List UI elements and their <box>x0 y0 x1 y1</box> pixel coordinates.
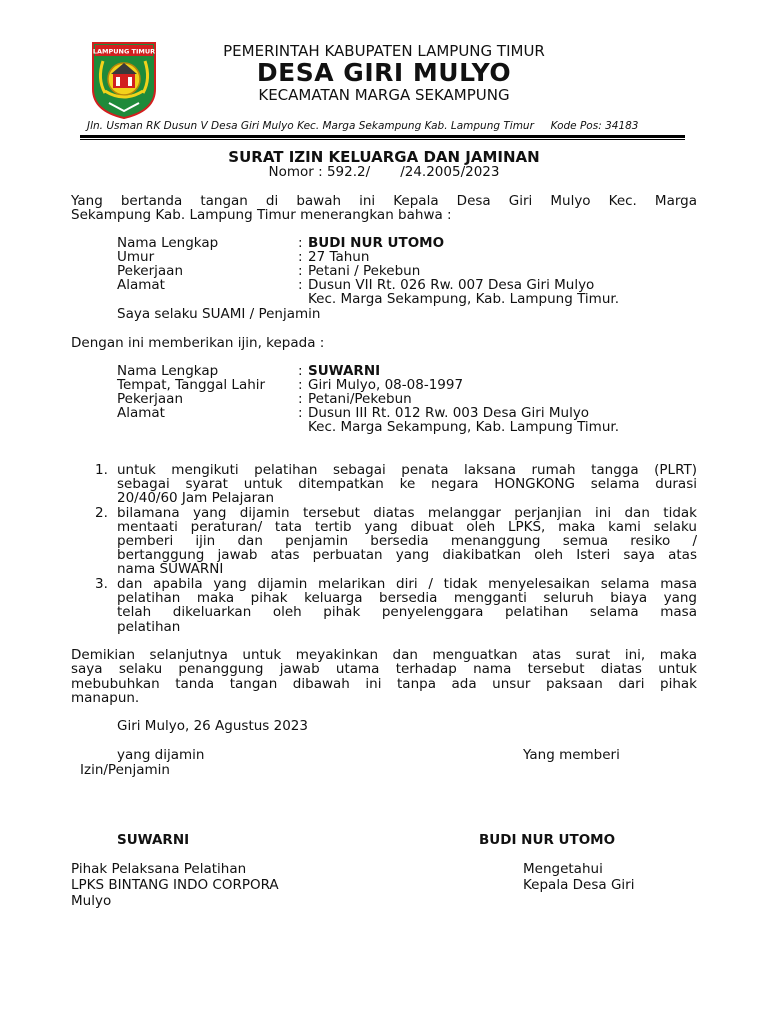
field-label: Alamat <box>117 405 165 421</box>
field-label: Nama Lengkap <box>117 235 219 251</box>
list-item-line: nama SUWARNI <box>117 561 224 577</box>
list-item-line: telah dikeluarkan oleh pihak penyelenggara pelatihan selama masa <box>117 604 697 620</box>
regency-logo <box>91 41 157 119</box>
list-item-line: pelatihan maka pihak keluarga bersedia mengganti seluruh biaya yang <box>117 590 697 606</box>
letterhead-address: Jln. Usman RK Dusun V Desa Giri Mulyo Kec. Marga Sekampung Kab. Lampung Timur Kode Pos: 34183 <box>87 120 639 132</box>
guarantor-name: BUDI NUR UTOMO <box>308 235 445 251</box>
header-rule-thin <box>80 139 685 140</box>
list-item-line: bilamana yang dijamin tersebut diatas melanggar perjanjian ini dan tidak <box>117 505 697 521</box>
closing-line: mebubuhkan tanda tangan dibawah ini tanpa ada unsur paksaan dari pihak <box>71 676 697 692</box>
place-date: Giri Mulyo, 26 Agustus 2023 <box>117 718 308 734</box>
field-label: Pekerjaan <box>117 263 184 279</box>
list-item-line: 20/40/60 Jam Pelajaran <box>117 490 275 506</box>
letter-number: Nomor : 592.2/ /24.2005/2023 <box>268 164 500 180</box>
colon: : <box>298 263 303 279</box>
list-item-line: untuk mengikuti pelatihan sebagai penata laksana rumah tangga (PLRT) <box>117 462 697 478</box>
list-item-line: bertanggung jawab atas perbuatan yang diakibatkan oleh Isteri saya atas <box>117 547 697 563</box>
village-name: DESA GIRI MULYO <box>256 58 512 87</box>
closing-line: Demikian selanjutnya untuk meyakinkan dan menguatkan atas surat ini, maka <box>71 647 697 663</box>
signer-right-label: Yang memberi <box>523 747 620 763</box>
guarantor-address: Kec. Marga Sekampung, Kab. Lampung Timur. <box>308 291 619 307</box>
list-item-line: sebagai syarat untuk ditempatkan ke negara HONGKONG selama durasi <box>117 476 697 492</box>
guarantor-job: Petani / Pekebun <box>308 263 421 279</box>
intro-line: Yang bertanda tangan di bawah ini Kepala Desa Giri Mulyo Kec. Marga <box>71 193 697 209</box>
permission-intro: Dengan ini memberikan ijin, kepada : <box>71 335 325 351</box>
guaranteed-birth: Giri Mulyo, 08-08-1997 <box>308 377 464 393</box>
header-rule-thick <box>80 135 685 138</box>
acknowledger-title: Kepala Desa Giri <box>523 877 635 893</box>
colon: : <box>298 377 303 393</box>
district-name: KECAMATAN MARGA SEKAMPUNG <box>258 86 510 104</box>
closing-line: saya selaku penanggung jawab utama terhadap nama tersebut diatas untuk <box>71 661 697 677</box>
list-item-line: pelatihan <box>117 619 181 635</box>
field-label: Umur <box>117 249 155 265</box>
field-label: Alamat <box>117 277 165 293</box>
guarantor-address: Dusun VII Rt. 026 Rw. 007 Desa Giri Mulyo <box>308 277 595 293</box>
colon: : <box>298 277 303 293</box>
signer-right-name: BUDI NUR UTOMO <box>479 832 616 848</box>
colon: : <box>298 249 303 265</box>
signer-right-label-cont: Izin/Penjamin <box>80 762 170 778</box>
field-label: Tempat, Tanggal Lahir <box>117 377 266 393</box>
list-item-line: mentaati peraturan/ tata tertib yang dibuat oleh LPKS, maka kami selaku <box>117 519 697 535</box>
list-item-line: dan apabila yang dijamin melarikan diri / tidak menyelesaikan selama masa <box>117 576 697 592</box>
field-label: Nama Lengkap <box>117 363 219 379</box>
closing-line: manapun. <box>71 690 140 706</box>
training-provider-label: Pihak Pelaksana Pelatihan <box>71 861 247 877</box>
list-number: 3. <box>95 576 108 592</box>
colon: : <box>298 405 303 421</box>
colon: : <box>298 363 303 379</box>
list-number: 1. <box>95 462 108 478</box>
field-label: Pekerjaan <box>117 391 184 407</box>
letter-title: SURAT IZIN KELUARGA DAN JAMINAN <box>228 148 540 166</box>
training-provider-name: LPKS BINTANG INDO CORPORA <box>71 877 279 893</box>
guarantor-role: Saya selaku SUAMI / Penjamin <box>117 306 321 322</box>
signer-left-label: yang dijamin <box>117 747 205 763</box>
signer-left-name: SUWARNI <box>117 832 190 848</box>
guaranteed-job: Petani/Pekebun <box>308 391 412 407</box>
government-name: PEMERINTAH KABUPATEN LAMPUNG TIMUR <box>223 42 545 60</box>
colon: : <box>298 235 303 251</box>
list-item-line: pemberi ijin dan penjamin bersedia menanggung semua resiko / <box>117 533 697 549</box>
list-number: 2. <box>95 505 108 521</box>
intro-line: Sekampung Kab. Lampung Timur menerangkan bahwa : <box>71 207 452 223</box>
acknowledger-title-cont: Mulyo <box>71 893 112 909</box>
guaranteed-address: Kec. Marga Sekampung, Kab. Lampung Timur. <box>308 419 619 435</box>
logo-text: LAMPUNG TIMUR <box>92 47 156 56</box>
guaranteed-name: SUWARNI <box>308 363 381 379</box>
guarantor-age: 27 Tahun <box>308 249 370 265</box>
acknowledger-label: Mengetahui <box>523 861 603 877</box>
colon: : <box>298 391 303 407</box>
guaranteed-address: Dusun III Rt. 012 Rw. 003 Desa Giri Mulyo <box>308 405 590 421</box>
